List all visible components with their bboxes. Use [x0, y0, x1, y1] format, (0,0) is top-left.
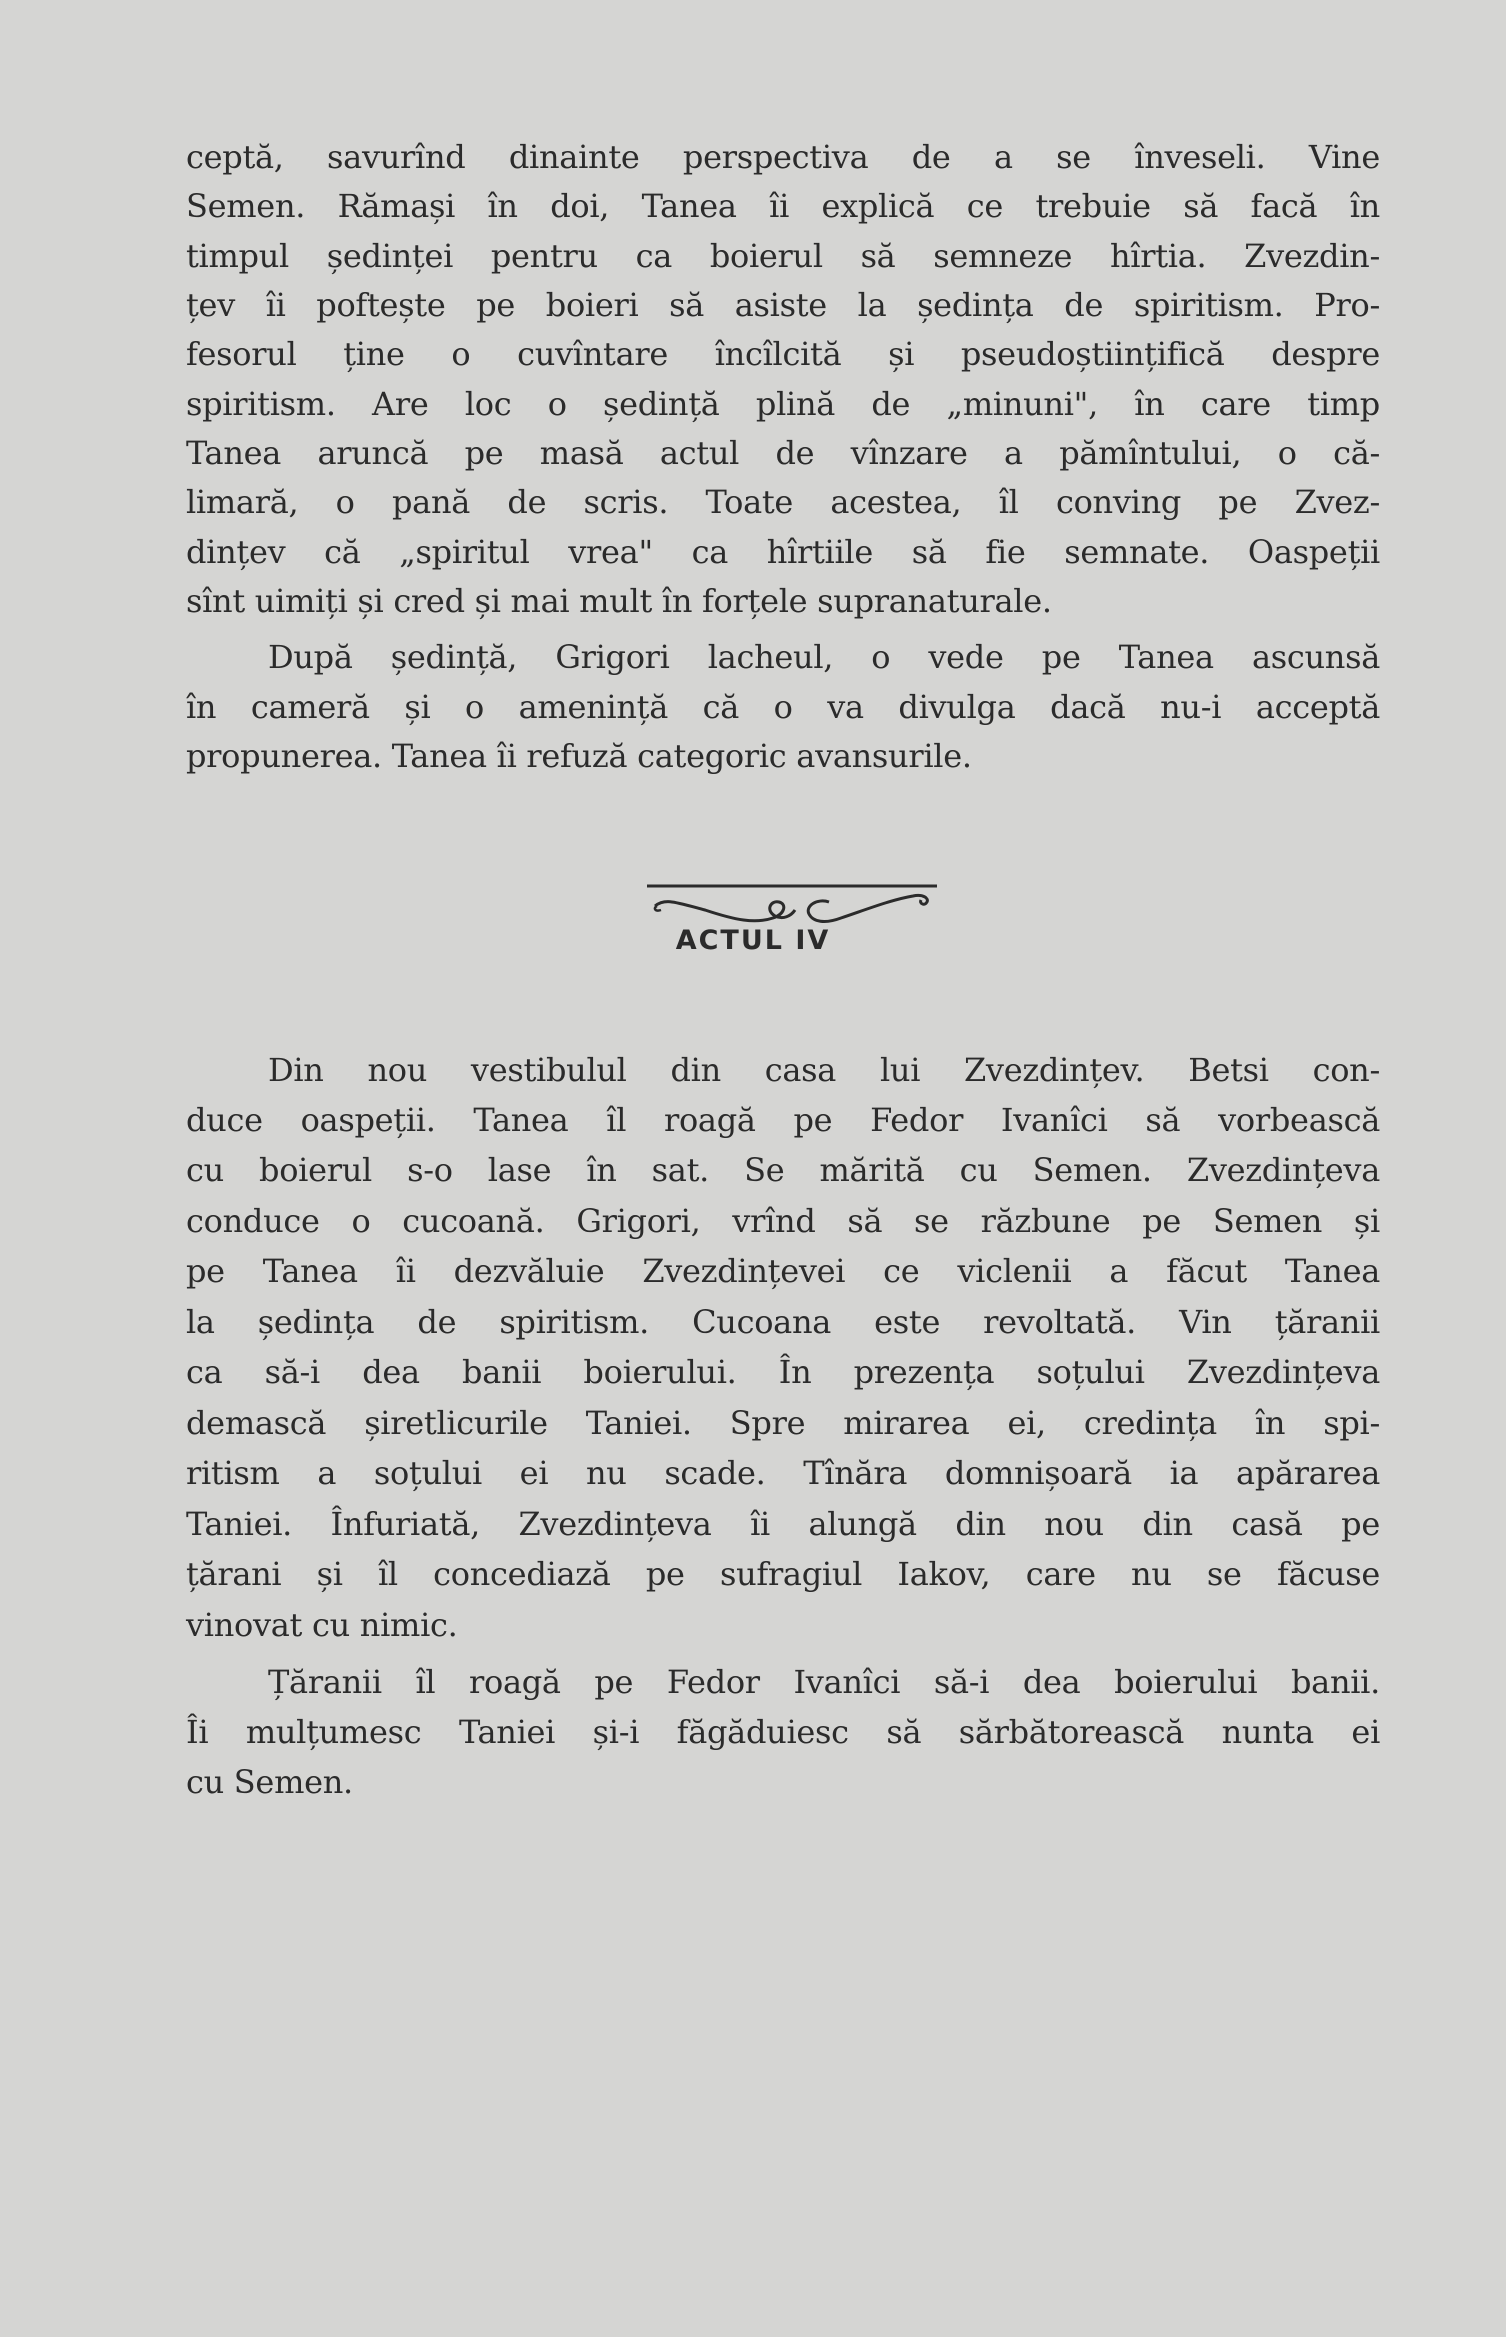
text-line: țărani și îl concediază pe sufragiul Iakov, care nu se făcuse — [186, 1555, 1380, 1593]
text-line: cu Semen. — [186, 1763, 353, 1801]
text-line: în cameră și o amenință că o va divulga dacă nu-i acceptă — [186, 688, 1380, 726]
text-line: pe Tanea îi dezvăluie Zvezdințevei ce viclenii a făcut Tanea — [186, 1252, 1380, 1290]
text-line: Din nou vestibulul din casa lui Zvezdințev. Betsi con- — [268, 1051, 1380, 1089]
text-line: limară, o pană de scris. Toate acestea, îl conving pe Zvez- — [186, 483, 1380, 521]
text-line: duce oaspeții. Tanea îl roagă pe Fedor Ivanîci să vorbească — [186, 1101, 1380, 1139]
text-line: ceptă, savurînd dinainte perspectiva de a se înveseli. Vine — [186, 138, 1380, 176]
text-line: demască șiretlicurile Taniei. Spre mirarea ei, credința în spi- — [186, 1404, 1380, 1442]
text-line: Tanea aruncă pe masă actul de vînzare a pămîntului, o că- — [186, 434, 1380, 472]
text-line: conduce o cucoană. Grigori, vrînd să se răzbune pe Semen și — [186, 1202, 1380, 1240]
text-line: dințev că „spiritul vrea" ca hîrtiile să fie semnate. Oaspeții — [186, 533, 1380, 571]
flourish-divider-icon — [645, 880, 945, 934]
text-line: țev îi poftește pe boieri să asiste la ședința de spiritism. Pro- — [186, 286, 1380, 324]
text-line: Țăranii îl roagă pe Fedor Ivanîci să-i dea boierului banii. — [268, 1663, 1380, 1701]
text-line: la ședința de spiritism. Cucoana este revoltată. Vin țăranii — [186, 1303, 1380, 1341]
text-line: spiritism. Are loc o ședință plină de „minuni", în care timp — [186, 385, 1380, 423]
text-line: sînt uimiți și cred și mai mult în forțele supranaturale. — [186, 582, 1052, 620]
text-line: ca să-i dea banii boierului. În prezența soțului Zvezdințeva — [186, 1353, 1380, 1391]
text-line: ritism a soțului ei nu scade. Tînăra domnișoară ia apărarea — [186, 1454, 1380, 1492]
text-line: Îi mulțumesc Taniei și-i făgăduiesc să sărbătorească nunta ei — [186, 1713, 1380, 1751]
text-line: fesorul ține o cuvîntare încîlcită și pseudoștiințifică despre — [186, 335, 1380, 373]
text-line: Taniei. Înfuriată, Zvezdințeva îi alungă din nou din casă pe — [186, 1505, 1380, 1543]
text-line: cu boierul s-o lase în sat. Se mărită cu Semen. Zvezdințeva — [186, 1151, 1380, 1189]
text-line: timpul ședinței pentru ca boierul să semneze hîrtia. Zvezdin- — [186, 237, 1380, 275]
text-line: Semen. Rămași în doi, Tanea îi explică ce trebuie să facă în — [186, 187, 1380, 225]
act-heading: ACTUL IV — [675, 925, 831, 956]
text-line: vinovat cu nimic. — [186, 1606, 458, 1644]
text-line: propunerea. Tanea îi refuză categoric avansurile. — [186, 737, 972, 775]
text-line: După ședință, Grigori lacheul, o vede pe Tanea ascunsă — [268, 638, 1380, 676]
